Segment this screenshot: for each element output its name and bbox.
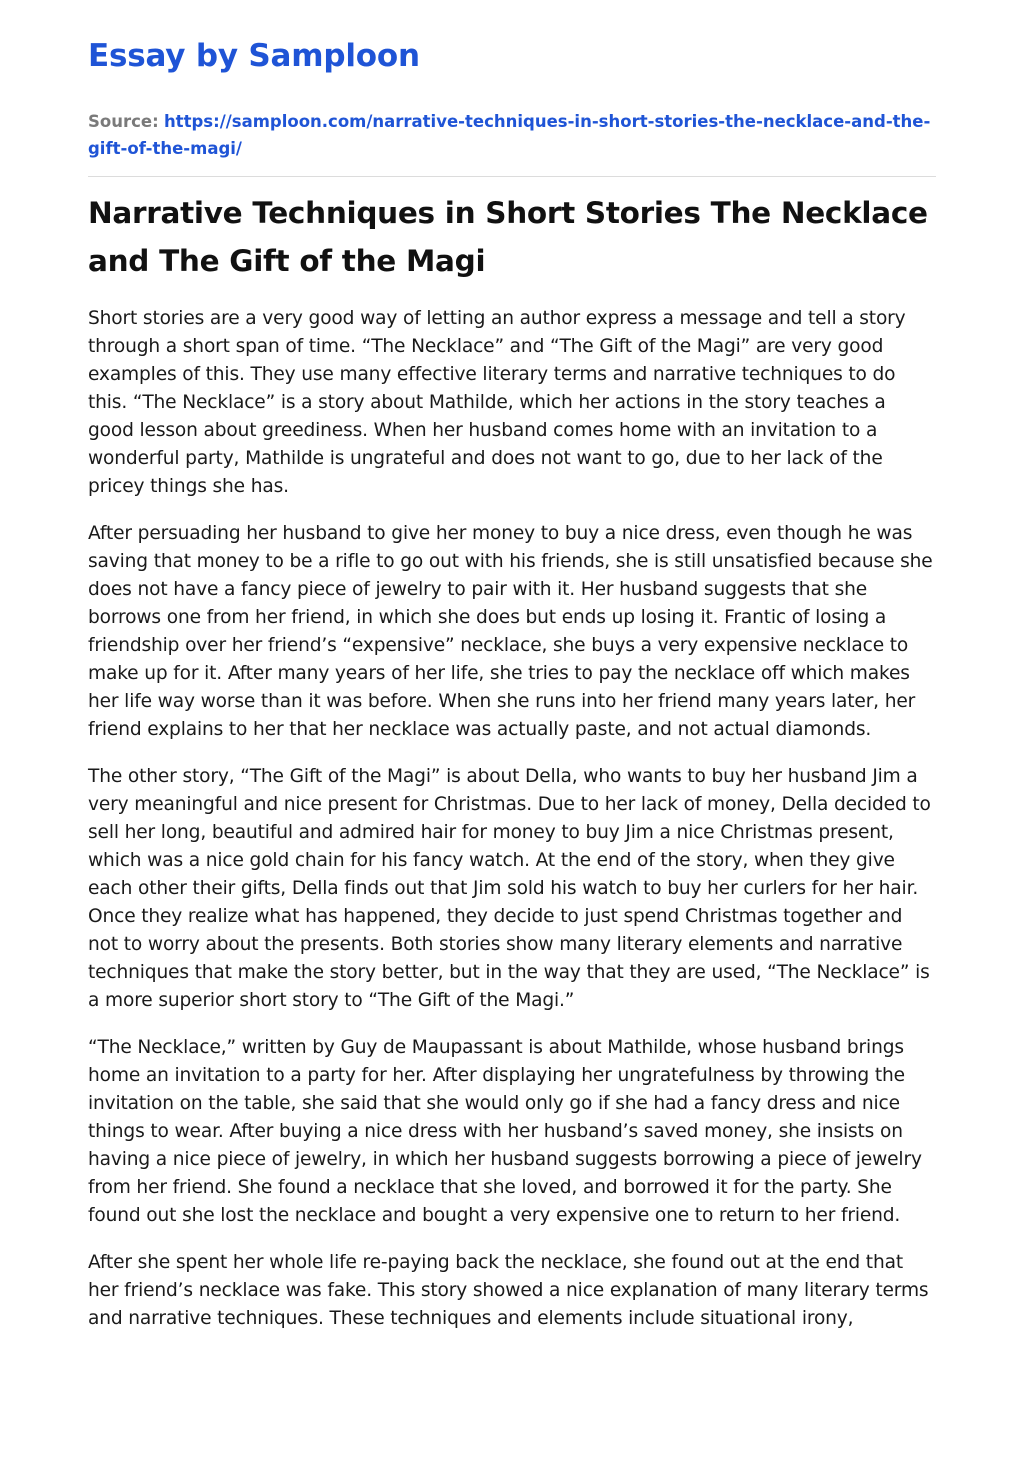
paragraph: The other story, “The Gift of the Magi” is about Della, who wants to buy her husband Jim a very meaningful and nice present for Christmas. Due to her lack of money, Della decided to sell her long, beautiful and admired hair for money to buy Jim a nice Christmas present, which was a nice gold chain for his fancy watch. At the end of the story, when they give each other their gifts, Della finds out that Jim sold his watch to buy her curlers for her hair. Once they realize what has happened, they decide to just spend Christmas together and not to worry about the presents. Both stories show many literary elements and narrative techniques that make the story better, but in the way that they are used, “The Necklace” is a more superior short story to “The Gift of the Magi.” — [88, 766, 931, 1011]
divider — [88, 176, 936, 177]
source-link[interactable]: https://samploon.com/narrative-techniques-in-short-stories-the-necklace-and-the-gift-of-the-magi/ — [88, 112, 931, 158]
source-label: Source: — [88, 112, 159, 131]
brand-title: Essay by Samploon — [88, 38, 420, 74]
paragraph: Short stories are a very good way of letting an author express a message and tell a story through a short span of time. “The Necklace” and “The Gift of the Magi” are very good examples of this. They use many effective literary terms and narrative techniques to do this. “The Necklace” is a story about Mathilde, which her actions in the story teaches a good lesson about greediness. When her husband comes home with an invitation to a wonderful party, Mathilde is ungrateful and does not want to go, due to her lack of the pricey things she has. — [88, 308, 906, 497]
source-line — [88, 108, 936, 162]
essay-title: Narrative Techniques in Short Stories The Necklace and The Gift of the Magi — [88, 196, 928, 278]
paragraph: After persuading her husband to give her money to buy a nice dress, even though he was saving that money to be a rifle to go out with his friends, she is still unsatisfied because she does not have a fancy piece of jewelry to pair with it. Her husband suggests that she borrows one from her friend, in which she does but ends up losing it. Frantic of losing a friendship over her friend’s “expensive” necklace, she buys a very expensive necklace to make up for it. After many years of her life, she tries to pay the necklace off which makes her life way worse than it was before. When she runs into her friend many years later, her friend explains to her that her necklace was actually paste, and not actual diamonds. — [88, 523, 933, 740]
paragraph: After she spent her whole life re-paying back the necklace, she found out at the end that her friend’s necklace was fake. This story showed a nice explanation of many literary terms and narrative techniques. These techniques and elements include situational irony, — [88, 1252, 929, 1329]
essay-body — [88, 305, 936, 1333]
paragraph: “The Necklace,” written by Guy de Maupassant is about Mathilde, whose husband brings home an invitation to a party for her. After displaying her ungratefulness by throwing the invitation on the table, she said that she would only go if she had a fancy dress and nice things to wear. After buying a nice dress with her husband’s saved money, she insists on having a nice piece of jewelry, in which her husband suggests borrowing a piece of jewelry from her friend. She found a necklace that she loved, and borrowed it for the party. She found out she lost the necklace and bought a very expensive one to return to her friend. — [88, 1037, 922, 1226]
